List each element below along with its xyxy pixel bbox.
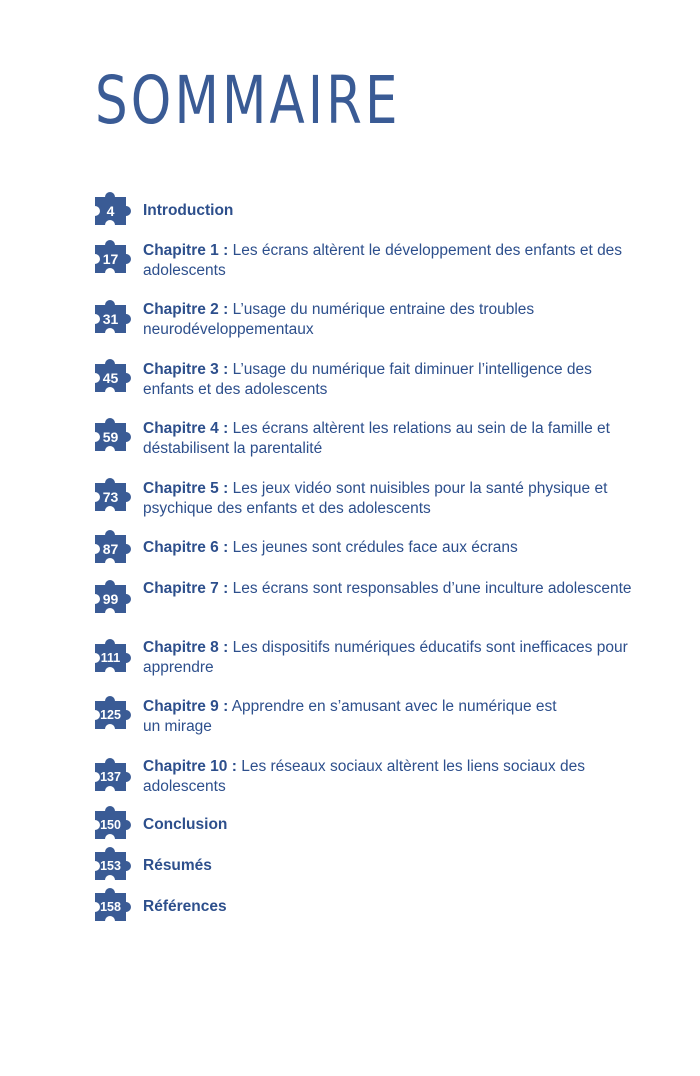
entry-label: Chapitre 6 : <box>143 539 229 556</box>
page-title: SOMMAIRE <box>95 62 401 139</box>
puzzle-piece-icon <box>86 884 134 930</box>
entry-description: Les jeunes sont crédules face aux écrans <box>232 539 518 556</box>
page-number: 31 <box>102 311 119 327</box>
entry-label: Chapitre 1 : <box>143 242 229 259</box>
page-number: 158 <box>100 900 121 914</box>
puzzle-piece-icon <box>86 692 134 738</box>
entry-description: Les écrans altèrent le développement des enfants et des adolescents <box>143 242 623 279</box>
entry-label: Chapitre 7 : <box>143 580 229 597</box>
entry-description: Apprendre en s’amusant avec le numérique est un mirage <box>143 698 557 735</box>
page-number: 99 <box>102 591 119 607</box>
puzzle-piece-icon <box>86 635 134 681</box>
entry-label: Chapitre 3 : <box>143 361 229 378</box>
entry-label: Chapitre 8 : <box>143 639 229 656</box>
entry-description: Les jeux vidéo sont nuisibles pour la santé physique et psychique des enfants et des adolescents <box>143 480 608 517</box>
puzzle-piece-icon <box>86 236 134 282</box>
puzzle-piece-icon <box>86 802 134 848</box>
page-number: 87 <box>102 541 119 557</box>
entry-description: Les dispositifs numériques éducatifs sont inefficaces pour apprendre <box>143 639 628 676</box>
entry-label: Chapitre 10 : <box>143 758 237 775</box>
entry-label: Chapitre 4 : <box>143 420 229 437</box>
puzzle-piece-icon <box>86 474 134 520</box>
page-number: 59 <box>102 429 119 445</box>
entry-label: Conclusion <box>143 816 228 833</box>
entry-label: Chapitre 9 : <box>143 698 229 715</box>
page-number: 45 <box>102 370 119 386</box>
page-number: 4 <box>106 203 115 219</box>
entry-label: Chapitre 5 : <box>143 480 229 497</box>
page-number: 17 <box>102 251 119 267</box>
page-number: 73 <box>102 489 119 505</box>
entry-description: L’usage du numérique entraine des troubles neurodéveloppementaux <box>143 301 535 338</box>
puzzle-piece-icon <box>86 296 134 342</box>
page-number: 153 <box>100 859 121 873</box>
puzzle-piece-icon <box>86 188 134 234</box>
page-number: 150 <box>100 818 121 832</box>
puzzle-piece-icon <box>86 526 134 572</box>
entry-label: Chapitre 2 : <box>143 301 229 318</box>
puzzle-piece-icon <box>86 414 134 460</box>
page-number: 125 <box>100 708 121 722</box>
entry-description: Les écrans altèrent les relations au sein de la famille et déstabilisent la parentalité <box>143 420 610 457</box>
entry-label: Références <box>143 898 227 915</box>
entry-description: L’usage du numérique fait diminuer l’intelligence des enfants et des adolescents <box>143 361 592 398</box>
page-number: 137 <box>100 770 121 784</box>
puzzle-piece-icon <box>86 754 134 800</box>
puzzle-piece-icon <box>86 355 134 401</box>
entry-description: Les réseaux sociaux altèrent les liens sociaux des adolescents <box>143 758 585 795</box>
entry-label: Résumés <box>143 857 212 874</box>
entry-description: Les écrans sont responsables d’une inculture adolescente <box>232 580 632 597</box>
puzzle-piece-icon <box>86 576 134 622</box>
entry-label: Introduction <box>143 202 234 219</box>
puzzle-piece-icon <box>86 843 134 889</box>
page-number: 111 <box>100 651 121 665</box>
